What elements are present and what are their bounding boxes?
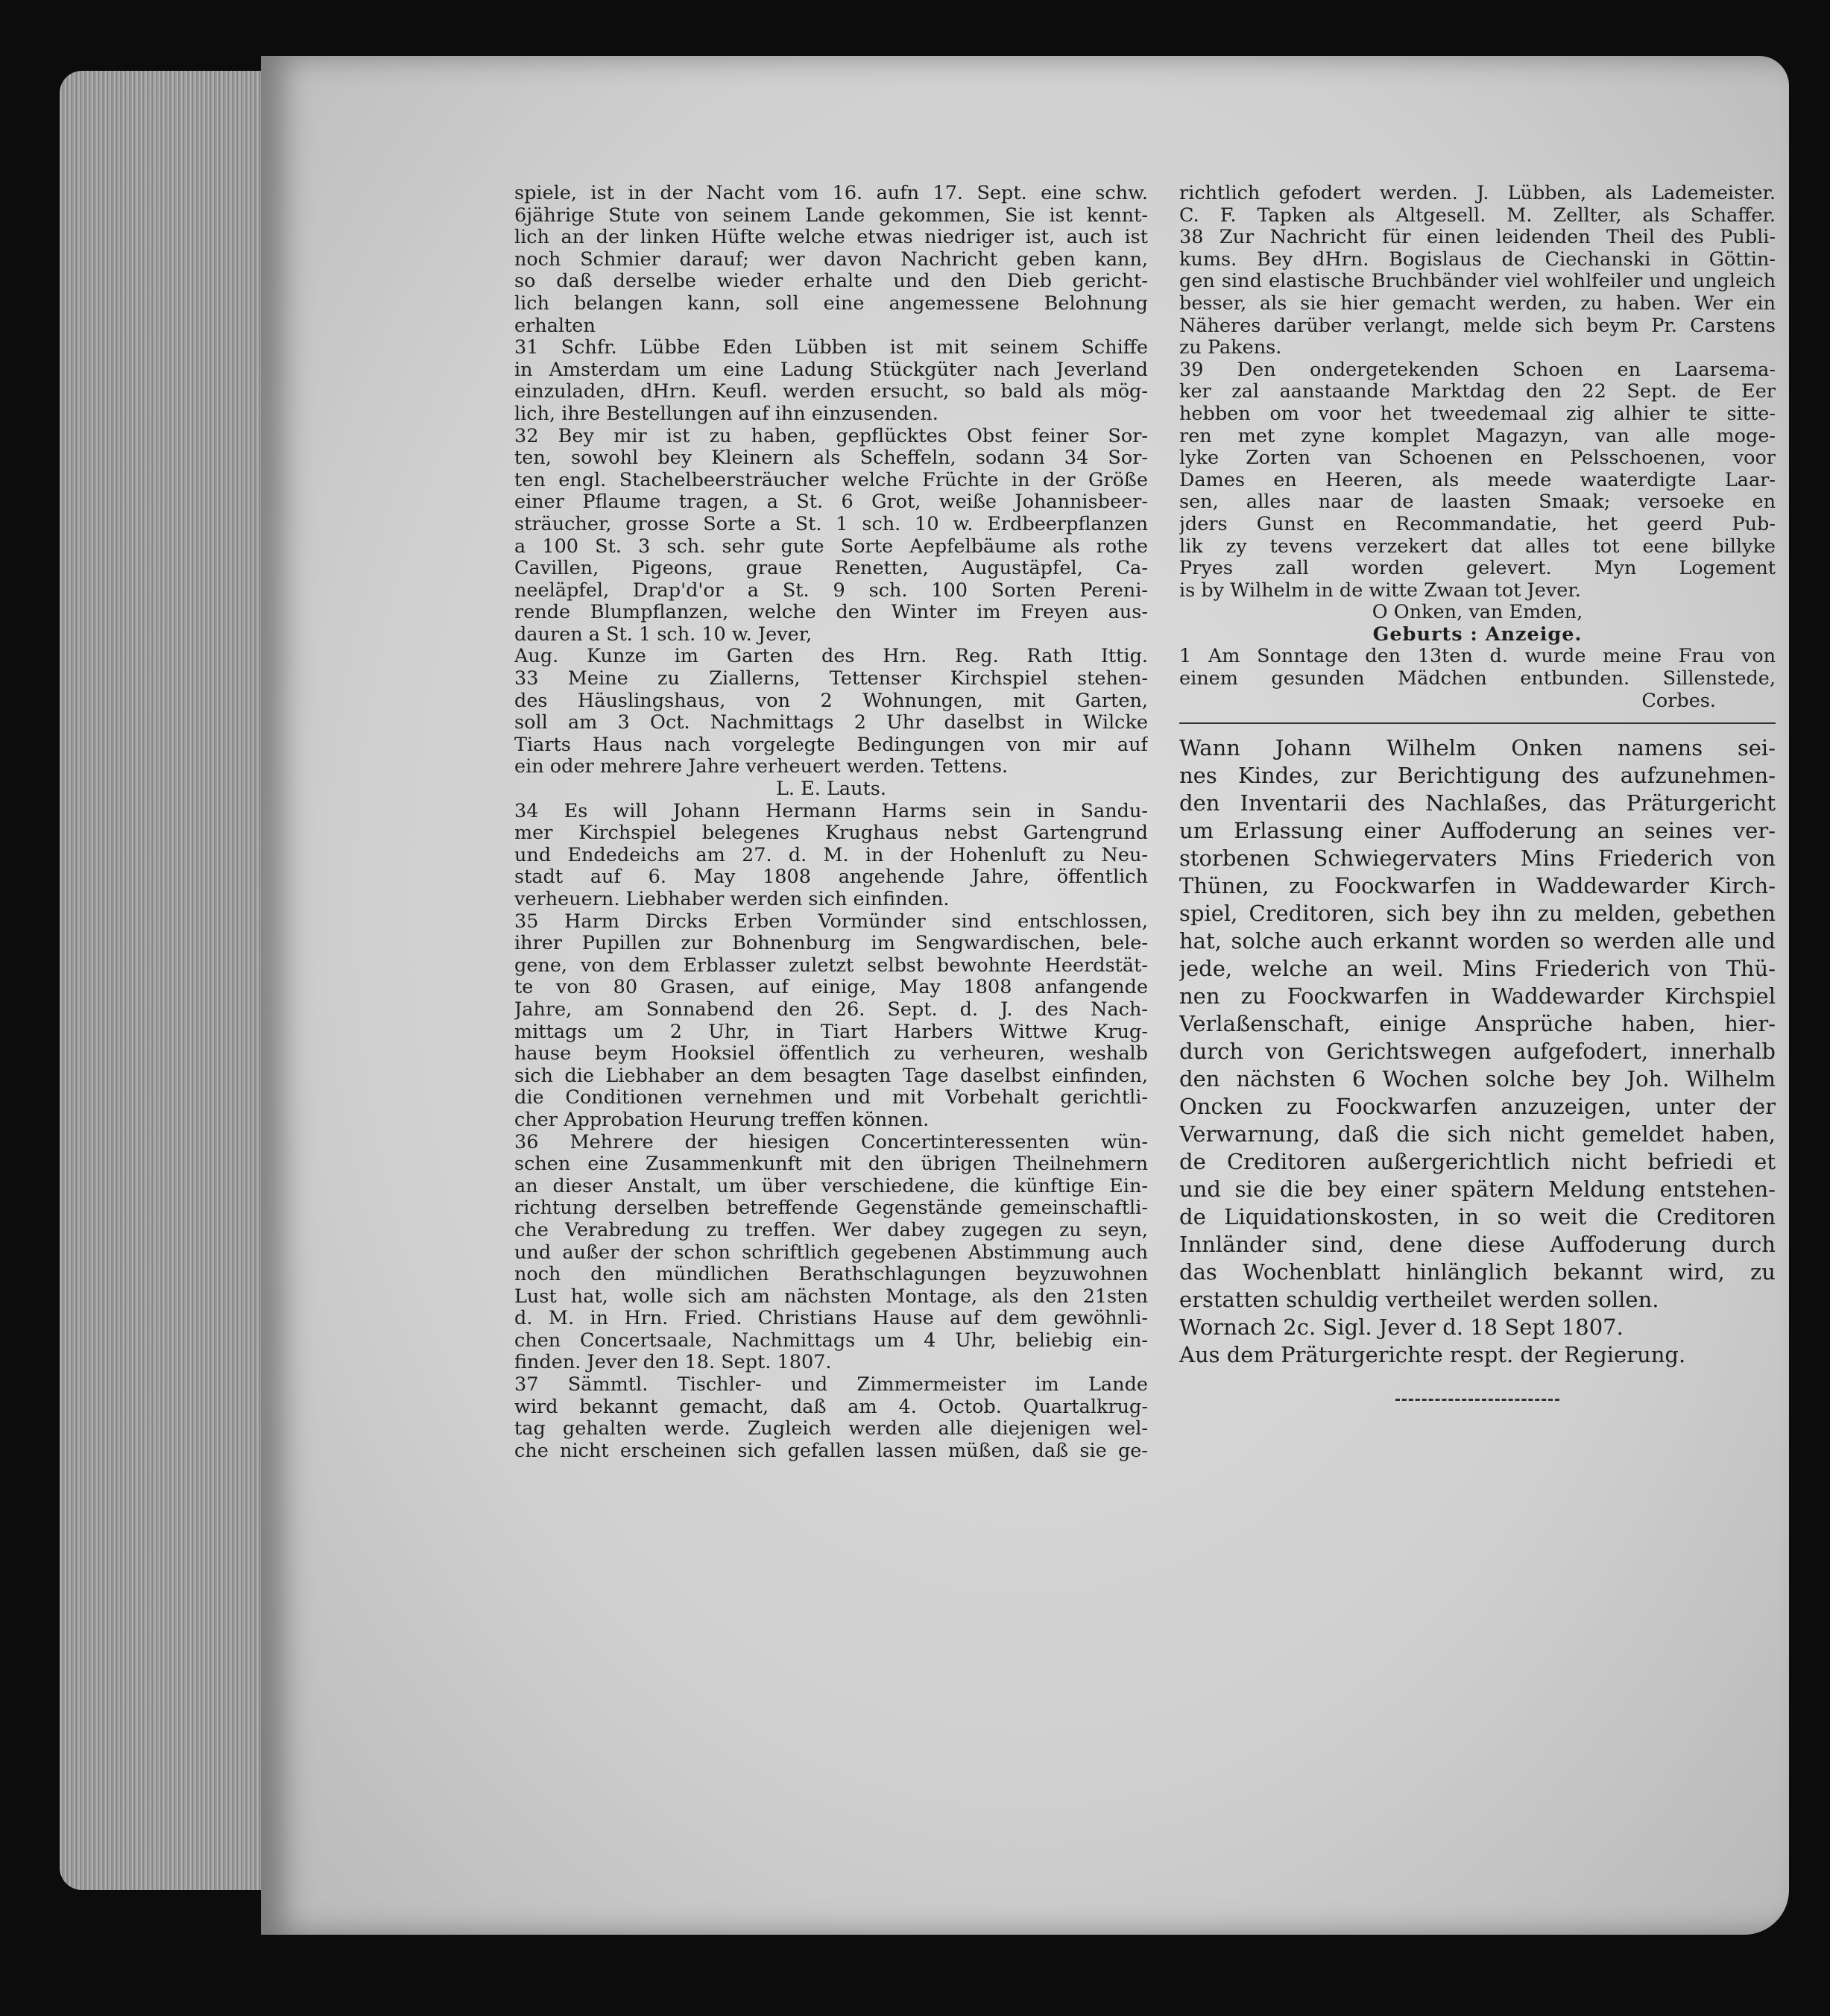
text-line: neeläpfel, Drap'd'or a St. 9 sch. 100 Sorten Pereni- [514, 579, 1148, 602]
text-line: lich belangen kann, soll eine angemessene Belohnung [514, 292, 1148, 315]
text-line: is by Wilhelm in de witte Zwaan tot Jever. [1179, 579, 1581, 602]
text-line: ten, sowohl bey Kleinern als Scheffeln, sodann 34 Sor- [514, 447, 1148, 470]
text-line: des Häuslingshaus, von 2 Wohnungen, mit Garten, [514, 690, 1148, 712]
text-line: gen sind elastische Bruchbänder viel wohlfeiler und ungleich [1179, 271, 1776, 293]
text-line: 37 Sämmtl. Tischler- und Zimmermeister im Lande [514, 1374, 1148, 1396]
text-line: besser, als sie hier gemacht werden, zu haben. Wer ein [1179, 292, 1776, 315]
text-line: und sie die bey einer spätern Meldung entstehen- [1179, 1176, 1776, 1203]
text-line: erhalten [514, 315, 596, 337]
text-line: 36 Mehrere der hiesigen Concertinteressenten wün- [514, 1131, 1148, 1153]
text-line: Oncken zu Foockwarfen anzuzeigen, unter der [1179, 1094, 1776, 1120]
text-line: mer Kirchspiel belegenes Krughaus nebst Gartengrund [514, 822, 1148, 845]
text-line: Aus dem Präturgerichte respt. der Regierung. [1179, 1342, 1686, 1368]
text-line: jede, welche an weil. Mins Friederich von Thü- [1179, 956, 1776, 982]
text-line: 39 Den ondergetekenden Schoen en Laarsema- [1179, 359, 1776, 381]
text-line: ten engl. Stachelbeersträucher welche Früchte in der Größe [514, 469, 1148, 491]
text-line: ren met zyne komplet Magazyn, van alle moge- [1179, 425, 1776, 447]
text-line: so daß derselbe wieder erhalte und den Dieb gericht- [514, 271, 1148, 293]
text-line: L. E. Lauts. [776, 778, 886, 801]
text-line: jders Gunst en Recommandatie, het geerd Pub- [1179, 513, 1776, 535]
births-announcement [1179, 646, 1776, 690]
text-line: ker zal aanstaande Marktdag den 22 Sept. de Eer [1179, 381, 1776, 403]
text-line: richtung derselben betreffende Gegenstände gemeinschaftli- [514, 1197, 1148, 1220]
text-line: che nicht erscheinen sich gefallen lassen müßen, daß sie ge- [514, 1440, 1148, 1462]
text-line: Aug. Kunze im Garten des Hrn. Reg. Rath Ittig. [514, 646, 1148, 668]
text-line: dauren a St. 1 sch. 10 w. Jever, [514, 623, 813, 646]
text-line: den nächsten 6 Wochen solche bey Joh. Wilhelm [1179, 1066, 1776, 1092]
text-line: noch Schmier darauf; wer davon Nachricht geben kann, [514, 248, 1148, 271]
text-line: Tiarts Haus nach vorgelegte Bedingungen von mir auf [514, 734, 1148, 756]
text-line: und außer der schon schriftlich gegebenen Abstimmung auch [514, 1241, 1148, 1264]
text-line: Thünen, zu Foockwarfen in Waddewarder Kirch- [1179, 873, 1776, 899]
text-line: Verwarnung, daß die sich nicht gemeldet haben, [1179, 1121, 1776, 1147]
text-line: stadt auf 6. May 1808 angehende Jahre, öffentlich [514, 866, 1148, 889]
text-line: in Amsterdam um eine Ladung Stückgüter nach Jeverland [514, 359, 1148, 381]
right-column [1179, 183, 1776, 1401]
text-line: kums. Bey dHrn. Bogislaus de Ciechanski in Göttin- [1179, 248, 1776, 271]
text-line: die Conditionen vernehmen und mit Vorbehalt gerichtli- [514, 1087, 1148, 1109]
text-line: 6jährige Stute von seinem Lande gekommen, Sie ist kennt- [514, 204, 1148, 227]
text-line: 33 Meine zu Ziallerns, Tettenser Kirchspiel stehen- [514, 668, 1148, 690]
text-line: verheuern. Liebhaber werden sich einfinden. [514, 889, 950, 910]
text-line: durch von Gerichtswegen aufgefodert, innerhalb [1179, 1039, 1776, 1065]
text-line: a 100 St. 3 sch. sehr gute Sorte Aepfelbäume als rothe [514, 535, 1148, 558]
text-line: und Endedeichs am 27. d. M. in der Hohenluft zu Neu- [514, 844, 1148, 866]
text-line: 35 Harm Dircks Erben Vormünder sind entschlossen, [514, 910, 1148, 933]
text-line: lich an der linken Hüfte welche etwas niedriger ist, auch ist [514, 227, 1148, 249]
text-line: hause beym Hooksiel öffentlich zu verheuren, weshalb [514, 1043, 1148, 1065]
text-line: ein oder mehrere Jahre verheuert werden. Tettens. [514, 756, 1009, 778]
text-line: ihrer Pupillen zur Bohnenburg im Sengwardischen, bele- [514, 933, 1148, 955]
left-column [514, 183, 1148, 1462]
text-line: hebben om voor het tweedemaal zig alhier te sitte- [1179, 403, 1776, 425]
text-line: an dieser Anstalt, um über verschiedene, die künftige Ein- [514, 1175, 1148, 1197]
text-line: Innländer sind, dene diese Auffoderung durch [1179, 1232, 1776, 1258]
text-line: sich die Liebhaber an dem besagten Tage daselbst einfinden, [514, 1065, 1148, 1087]
text-line: Verlaßenschaft, einige Ansprüche haben, hier- [1179, 1011, 1776, 1037]
text-line: de Creditoren außergerichtlich nicht befriedi et [1179, 1149, 1776, 1175]
end-rule [1395, 1399, 1559, 1401]
text-line: einzuladen, dHrn. Keufl. werden ersucht, so bald als mög- [514, 381, 1148, 403]
section-divider [1179, 722, 1776, 724]
right-column-notices [1179, 183, 1776, 602]
text-line: gene, von dem Erblasser zuletzt selbst bewohnte Heerdstät- [514, 954, 1148, 977]
text-line: Pryes zall worden gelevert. Myn Logement [1179, 558, 1776, 580]
text-line: zu Pakens. [1179, 337, 1282, 359]
text-line: schen eine Zusammenkunft mit den übrigen Theilnehmern [514, 1153, 1148, 1176]
text-line: sen, alles naar de laasten Smaak; versoeke en [1179, 491, 1776, 514]
text-line: rende Blumpflanzen, welche den Winter im Freyen aus- [514, 602, 1148, 624]
text-line: Wornach 2c. Sigl. Jever d. 18 Sept 1807. [1179, 1314, 1624, 1341]
text-line: Cavillen, Pigeons, graue Renetten, Augustäpfel, Ca- [514, 558, 1148, 580]
text-line: cher Approbation Heurung treffen können. [514, 1109, 930, 1131]
text-line: lik zy tevens verzekert dat alles tot eene billyke [1179, 535, 1776, 558]
book-page-edges [60, 71, 268, 1890]
text-line: nes Kindes, zur Berichtigung des aufzunehmen- [1179, 763, 1776, 789]
text-line: che Verabredung zu treffen. Wer dabey zugegen zu seyn, [514, 1219, 1148, 1241]
text-line: das Wochenblatt hinlänglich bekannt wird, zu [1179, 1259, 1776, 1285]
text-line: storbenen Schwiegervaters Mins Friederich von [1179, 845, 1776, 872]
text-line: erstatten schuldig vertheilet werden sollen. [1179, 1287, 1659, 1313]
text-line: soll am 3 Oct. Nachmittags 2 Uhr daselbst in Wilcke [514, 712, 1148, 734]
text-line: einem gesunden Mädchen entbunden. Sillenstede, [1179, 668, 1776, 690]
text-line: den Inventarii des Nachlaßes, das Präturgericht [1179, 790, 1776, 816]
text-line: Dames en Heeren, als meede waaterdigte Laar- [1179, 469, 1776, 491]
text-line: 1 Am Sonntage den 13ten d. wurde meine Frau von [1179, 646, 1776, 668]
text-line: Lust hat, wolle sich am nächsten Montage, als den 21sten [514, 1285, 1148, 1308]
court-notice [1179, 734, 1776, 1369]
text-line: C. F. Tapken als Altgesell. M. Zellter, als Schaffer. [1179, 204, 1776, 227]
text-line: lich, ihre Bestellungen auf ihn einzusenden. [514, 403, 938, 425]
signature-onken: O Onken, van Emden, [1372, 602, 1583, 624]
text-line: Wann Johann Wilhelm Onken namens sei- [1179, 735, 1776, 761]
text-line: hat, solche auch erkannt worden so werden alle und [1179, 928, 1776, 954]
text-line: 32 Bey mir ist zu haben, gepflücktes Obst feiner Sor- [514, 425, 1148, 447]
text-line: lyke Zorten van Schoenen en Pelsschoenen, voor [1179, 447, 1776, 470]
text-line: um Erlassung einer Auffoderung an seines ver- [1179, 818, 1776, 844]
text-line: sträucher, grosse Sorte a St. 1 sch. 10 w. Erdbeerpflanzen [514, 513, 1148, 535]
signature-corbes: Corbes. [1641, 690, 1716, 712]
text-line: 34 Es will Johann Hermann Harms sein in Sandu- [514, 800, 1148, 822]
text-line: 38 Zur Nachricht für einen leidenden Theil des Publi- [1179, 227, 1776, 249]
text-line: wird bekannt gemacht, daß am 4. Octob. Quartalkrug- [514, 1396, 1148, 1418]
text-line: nen zu Foockwarfen in Waddewarder Kirchspiel [1179, 983, 1776, 1009]
text-line: d. M. in Hrn. Fried. Christians Hause auf dem gewöhnli- [514, 1308, 1148, 1330]
text-line: de Liquidationskosten, in so weit die Creditoren [1179, 1204, 1776, 1230]
text-line: mittags um 2 Uhr, in Tiart Harbers Wittwe Krug- [514, 1021, 1148, 1043]
text-line: einer Pflaume tragen, a St. 6 Grot, weiße Johannisbeer- [514, 491, 1148, 514]
text-line: chen Concertsaale, Nachmittags um 4 Uhr, beliebig ein- [514, 1329, 1148, 1352]
text-line: 31 Schfr. Lübbe Eden Lübben ist mit seinem Schiffe [514, 337, 1148, 359]
text-line: richtlich gefodert werden. J. Lübben, als Lademeister. [1179, 183, 1776, 204]
text-line: te von 80 Grasen, auf einige, May 1808 anfangende [514, 977, 1148, 999]
text-line: tag gehalten werde. Zugleich werden alle diejenigen wel- [514, 1418, 1148, 1440]
text-line: finden. Jever den 18. Sept. 1807. [514, 1352, 832, 1374]
text-line: Näheres darüber verlangt, melde sich beym Pr. Carstens [1179, 315, 1776, 337]
births-heading: Geburts : Anzeige. [1372, 623, 1583, 646]
text-line: spiel, Creditoren, sich bey ihn zu melden, gebethen [1179, 901, 1776, 927]
text-line: Jahre, am Sonnabend den 26. Sept. d. J. des Nach- [514, 998, 1148, 1021]
text-line: spiele, ist in der Nacht vom 16. aufn 17. Sept. eine schw. [514, 183, 1148, 204]
text-line: noch den mündlichen Berathschlagungen beyzuwohnen [514, 1264, 1148, 1286]
